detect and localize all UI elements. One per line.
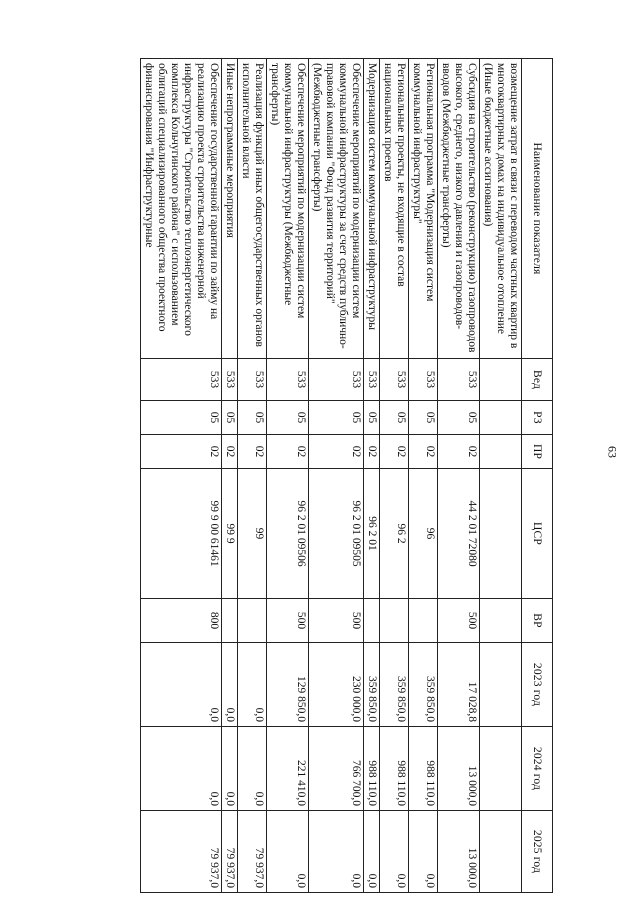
cell-2024: 0,0 <box>238 727 267 811</box>
table-row <box>480 59 522 893</box>
cell-ved: 533 <box>141 359 222 401</box>
header-name: Наименование показателя <box>522 59 553 359</box>
cell-name: Обеспечение мероприятий по модернизации систем коммунальной инфраструктуры (Межбюджетные трансферты) <box>267 59 309 359</box>
cell-pr: 02 <box>222 435 238 469</box>
cell-2025: 13 000,0 <box>438 811 480 893</box>
cell-2023: 0,0 <box>222 643 238 727</box>
cell-2023: 17 028,8 <box>438 643 480 727</box>
header-pr: ПР <box>522 435 553 469</box>
cell-csr: 44 2 01 72080 <box>438 469 480 599</box>
header-2025: 2025 год <box>522 811 553 893</box>
cell-2023 <box>480 643 522 727</box>
cell-rz: 05 <box>380 401 409 435</box>
cell-2023: 230 000,0 <box>309 643 364 727</box>
cell-ved: 533 <box>409 359 438 401</box>
cell-2025: 0,0 <box>380 811 409 893</box>
table-row <box>409 59 438 893</box>
cell-vr: 500 <box>267 599 309 643</box>
table-row <box>364 59 380 893</box>
cell-name: Обеспечение мероприятий по модернизации систем коммунальной инфраструктуры за счет средств публично-правовой компании "Фонд развития территорий" (Межбюджетные трансферты) <box>309 59 364 359</box>
cell-ved: 533 <box>364 359 380 401</box>
cell-csr: 99 9 <box>222 469 238 599</box>
table-row <box>380 59 409 893</box>
cell-2024: 988 110,0 <box>364 727 380 811</box>
cell-2024: 221 410,0 <box>267 727 309 811</box>
cell-2023: 359 850,0 <box>409 643 438 727</box>
header-ved: Вед <box>522 359 553 401</box>
cell-2025: 79 937,0 <box>238 811 267 893</box>
cell-2023: 359 850,0 <box>364 643 380 727</box>
cell-2025: 0,0 <box>267 811 309 893</box>
cell-2024: 0,0 <box>141 727 222 811</box>
cell-csr: 96 2 <box>380 469 409 599</box>
cell-2024: 988 110,0 <box>409 727 438 811</box>
cell-ved: 533 <box>438 359 480 401</box>
cell-csr: 96 2 01 09505 <box>309 469 364 599</box>
rotated-table-container <box>17 58 553 892</box>
cell-csr: 96 2 01 09506 <box>267 469 309 599</box>
cell-rz: 05 <box>141 401 222 435</box>
cell-pr: 02 <box>380 435 409 469</box>
cell-2025: 0,0 <box>409 811 438 893</box>
table-row <box>141 59 222 893</box>
cell-ved: 533 <box>238 359 267 401</box>
budget-table <box>140 58 553 893</box>
cell-pr: 02 <box>438 435 480 469</box>
cell-name: Субсидия на строительство (реконструкцию) газопроводов высокого, среднего, низкого давления и газопроводов-вводов (Межбюджетные трансферты) <box>438 59 480 359</box>
cell-csr: 96 2 01 <box>364 469 380 599</box>
cell-vr: 500 <box>438 599 480 643</box>
cell-name: Обеспечение государственной гарантии по займу на реализацию проекта строительства инженерной инфраструктуры "Строительство теплоэнергетического комплекса Кольчугинского района" с использованием облигаций специализированного общества проектного финансирования "Инфраструктурные <box>141 59 222 359</box>
header-csr: ЦСР <box>522 469 553 599</box>
cell-2025 <box>480 811 522 893</box>
cell-name: Модернизация систем коммунальной инфраструктуры <box>364 59 380 359</box>
cell-2024: 13 000,0 <box>438 727 480 811</box>
cell-vr: 500 <box>309 599 364 643</box>
cell-pr: 02 <box>141 435 222 469</box>
cell-csr: 96 <box>409 469 438 599</box>
cell-2023: 359 850,0 <box>380 643 409 727</box>
cell-csr: 99 <box>238 469 267 599</box>
table-row <box>438 59 480 893</box>
cell-2023: 0,0 <box>238 643 267 727</box>
cell-ved: 533 <box>309 359 364 401</box>
cell-name: Региональная программа "Модернизация систем коммунальной инфраструктуры" <box>409 59 438 359</box>
cell-2025: 0,0 <box>364 811 380 893</box>
cell-vr <box>364 599 380 643</box>
table-row <box>267 59 309 893</box>
cell-2025: 79 937,0 <box>222 811 238 893</box>
table-header-row <box>522 59 553 893</box>
cell-2025: 0,0 <box>309 811 364 893</box>
table-row <box>222 59 238 893</box>
cell-pr: 02 <box>364 435 380 469</box>
cell-name: возмещение затрат в связи с переводом частных квартир в многоквартирных домах на индивидуальное отопление (Иные бюджетные ассигнования) <box>480 59 522 359</box>
cell-2023: 0,0 <box>141 643 222 727</box>
cell-pr: 02 <box>238 435 267 469</box>
header-rz: РЗ <box>522 401 553 435</box>
cell-rz: 05 <box>267 401 309 435</box>
cell-vr <box>409 599 438 643</box>
cell-csr: 99 9 00 61461 <box>141 469 222 599</box>
cell-pr: 02 <box>267 435 309 469</box>
cell-vr <box>222 599 238 643</box>
cell-name: Реализация функций иных общегосударственных органов исполнительной власти <box>238 59 267 359</box>
cell-pr: 02 <box>409 435 438 469</box>
cell-2024: 766 700,0 <box>309 727 364 811</box>
cell-vr <box>238 599 267 643</box>
header-vr: ВР <box>522 599 553 643</box>
cell-rz: 05 <box>438 401 480 435</box>
cell-pr <box>480 435 522 469</box>
cell-rz: 05 <box>309 401 364 435</box>
cell-ved <box>480 359 522 401</box>
cell-name: Иные непрограммные мероприятия <box>222 59 238 359</box>
cell-vr <box>480 599 522 643</box>
cell-2025: 79 937,0 <box>141 811 222 893</box>
cell-csr <box>480 469 522 599</box>
cell-2024: 988 110,0 <box>380 727 409 811</box>
cell-rz: 05 <box>364 401 380 435</box>
cell-rz: 05 <box>409 401 438 435</box>
cell-vr: 800 <box>141 599 222 643</box>
header-2024: 2024 год <box>522 727 553 811</box>
cell-ved: 533 <box>222 359 238 401</box>
cell-name: Региональные проекты, не входящие в состав национальных проектов <box>380 59 409 359</box>
cell-pr: 02 <box>309 435 364 469</box>
cell-2023: 129 850,0 <box>267 643 309 727</box>
cell-rz: 05 <box>238 401 267 435</box>
cell-vr <box>380 599 409 643</box>
cell-rz: 05 <box>222 401 238 435</box>
table-row <box>309 59 364 893</box>
page-number: 63 <box>605 446 620 458</box>
cell-ved: 533 <box>267 359 309 401</box>
cell-ved: 533 <box>380 359 409 401</box>
cell-rz <box>480 401 522 435</box>
header-2023: 2023 год <box>522 643 553 727</box>
cell-2024 <box>480 727 522 811</box>
cell-2024: 0,0 <box>222 727 238 811</box>
table-row <box>238 59 267 893</box>
